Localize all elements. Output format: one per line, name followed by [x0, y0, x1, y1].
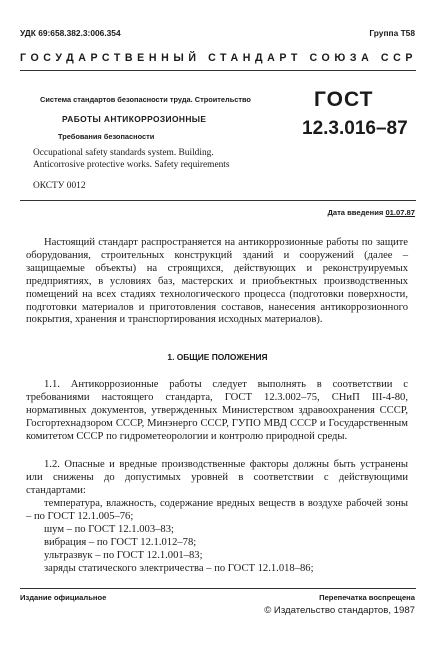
- factor-item: заряды статического электричества – по ГОСТ 12.1.018–86;: [44, 563, 314, 574]
- factor-item: шум – по ГОСТ 12.1.003–83;: [44, 524, 174, 535]
- udk-code: УДК 69:658.382.3:006.354: [20, 28, 121, 38]
- effective-date-value: 01.07.87: [385, 208, 415, 217]
- english-title-line-1: Occupational safety standards system. Building.: [33, 148, 214, 158]
- english-title-line-2: Anticorrosive protective works. Safety requirements: [33, 160, 230, 170]
- section-heading: 1. ОБЩИЕ ПОЛОЖЕНИЯ: [167, 352, 268, 362]
- gost-number: 12.3.016–87: [302, 118, 408, 139]
- document-title: РАБОТЫ АНТИКОРРОЗИОННЫЕ: [62, 114, 207, 124]
- intro-paragraph: Настоящий стандарт распространяется на антикоррозионные работы по защите оборудования, строительных конструкций зданий и сооружений (далее – защищаемые объекты) на строящихся, действующих и реконструируемых предприятиях, в условиях баз, мастерских и приобъектных производственных помещений на всех стадиях технологического процесса (подготовки поверхности, подготовки материалов и приготовления составов, нанесения антикоррозионного покрытия, хранения и транспортирования исходных материалов).: [26, 237, 408, 326]
- clause-1-2: 1.2. Опасные и вредные производственные факторы должны быть устранены или снижены до допустимых уровней в соответствии с действующими стандартами:: [26, 459, 408, 496]
- okstu-code: ОКСТУ 0012: [33, 181, 86, 191]
- state-standard-banner: ГОСУДАРСТВЕННЫЙ СТАНДАРТ СОЮЗА ССР: [20, 52, 418, 64]
- system-line: Система стандартов безопасности труда. Строительство: [40, 95, 251, 104]
- group-code: Группа Т58: [369, 28, 415, 38]
- official-edition-note: Издание официальное: [20, 593, 107, 602]
- effective-date: [327, 208, 415, 217]
- gost-label: ГОСТ: [314, 88, 374, 111]
- factor-item: вибрация – по ГОСТ 12.1.012–78;: [44, 537, 197, 548]
- factor-item: температура, влажность, содержание вредных веществ в воздухе рабочей зоны – по ГОСТ 12.1.005–76;: [26, 498, 408, 522]
- document-subtitle: Требования безопасности: [58, 132, 155, 141]
- copyright-notice: © Издательство стандартов, 1987: [264, 605, 415, 616]
- clause-1-1: 1.1. Антикоррозионные работы следует выполнять в соответствии с требованиями настоящего стандарта, ГОСТ 12.3.002–75, СНиП III-4-80, нормативных документов, утвержденных Министерством здравоохранения СССР, Госгортехнадзором СССР, Минэнерго СССР, ГУПО МВД СССР и Государственным комитетом СССР по гидрометеорологии и контролю природной среды.: [26, 379, 408, 442]
- banner-divider: [20, 70, 416, 71]
- effective-date-label: Дата введения: [327, 208, 384, 217]
- footer-divider: [20, 588, 416, 589]
- title-block-divider: [20, 200, 416, 201]
- factor-item: ультразвук – по ГОСТ 12.1.001–83;: [44, 550, 203, 561]
- reprint-prohibited-note: Перепечатка воспрещена: [319, 593, 415, 602]
